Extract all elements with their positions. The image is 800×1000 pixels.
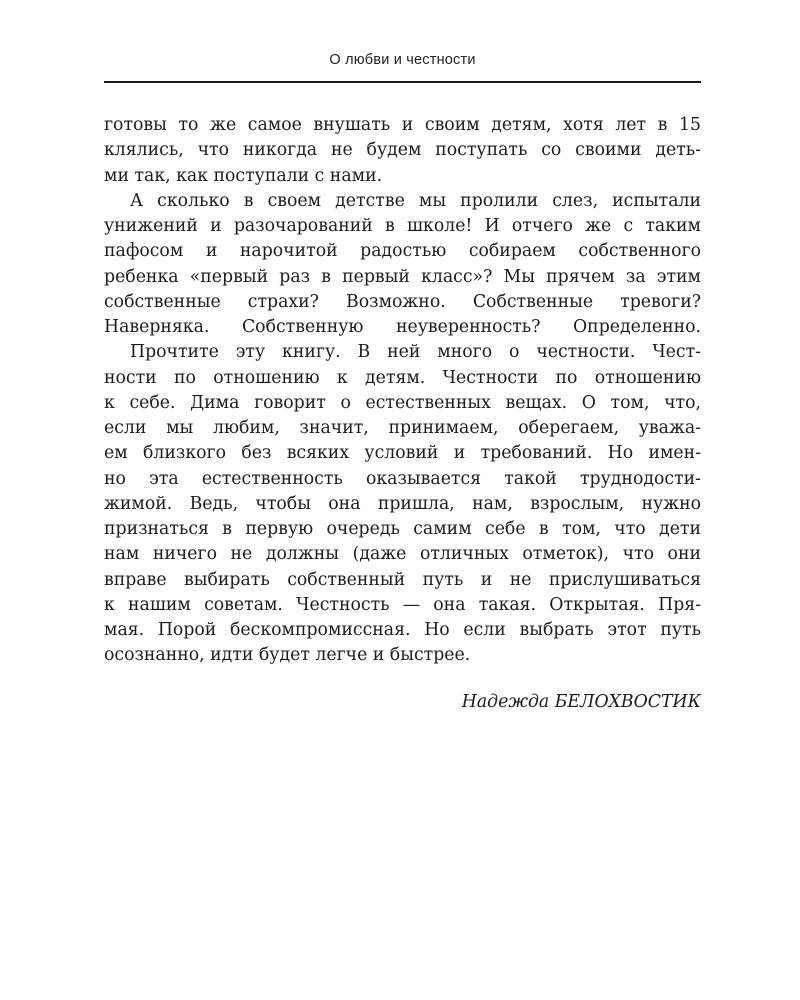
text-line: ребенка «первый раз в первый класс»? Мы прячем за этим	[104, 266, 701, 287]
text-line: жимой. Ведь, чтобы она пришла, нам, взрослым, нужно	[104, 493, 701, 514]
text-line: к нашим советам. Честность — она такая. Открытая. Пря-	[104, 594, 701, 615]
text-line: клялись, что никогда не будем поступать со своими деть-	[104, 140, 701, 161]
text-line: вправе выбирать собственный путь и не прислушиваться	[104, 569, 701, 590]
running-head-title: О любви и честности	[329, 52, 476, 68]
text-line: к себе. Дима говорит о естественных вещах. О том, что,	[104, 392, 701, 413]
page-body-text	[104, 113, 701, 669]
paragraph-end-line: осознанно, идти будет легче и быстрее.	[104, 645, 471, 666]
text-line: унижений и разочарований в школе! И отчего же с таким	[104, 216, 701, 236]
paragraph-first-line: А сколько в своем детстве мы пролили слез, испытали	[130, 190, 701, 211]
paragraph-end-line: ми так, как поступали с нами.	[104, 165, 383, 186]
text-line: нам ничего не должны (даже отличных отметок), что они	[104, 544, 701, 565]
text-line: пафосом и нарочитой радостью собираем собственного	[104, 241, 701, 262]
text-line: готовы то же самое внушать и своим детям, хотя лет в 15	[104, 115, 701, 135]
text-line: но эта естественность оказывается такой труднодости-	[104, 468, 701, 489]
text-line: мая. Порой бескомпромиссная. Но если выбрать этот путь	[104, 620, 701, 640]
text-line: ности по отношению к детям. Честности по отношению	[104, 367, 701, 388]
text-line: если мы любим, значит, принимаем, оберегаем, уважа-	[104, 418, 701, 438]
author-signature: Надежда БЕЛОХВОСТИК	[461, 692, 701, 712]
header-rule	[104, 81, 701, 83]
paragraph-end-line: Наверняка. Собственную неуверенность? Определенно.	[104, 317, 701, 337]
text-line: собственные страхи? Возможно. Собственные тревоги?	[104, 291, 701, 312]
paragraph-first-line: Прочтите эту книгу. В ней много о честности. Чест-	[130, 342, 701, 363]
text-line: ем близкого без всяких условий и требований. Но имен-	[104, 443, 701, 464]
text-line: признаться в первую очередь самим себе в том, что дети	[104, 519, 701, 539]
